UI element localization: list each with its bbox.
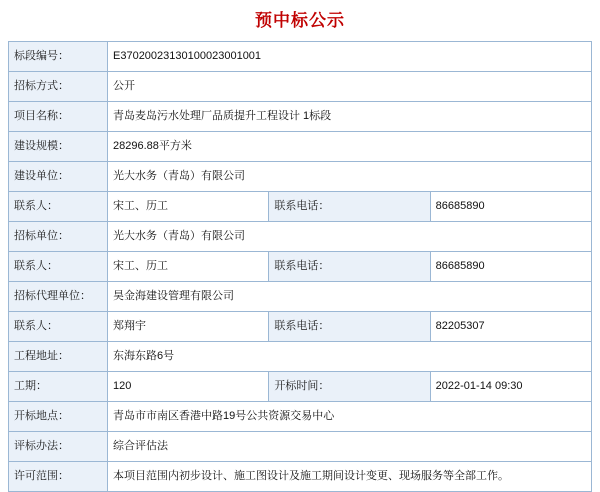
row-label: 联系人： (9, 312, 108, 342)
table-row (9, 162, 592, 192)
page-title: 预中标公示 (255, 11, 345, 30)
row-label: 建设规模： (9, 132, 108, 162)
row-label: 工期： (9, 372, 108, 402)
table-row (9, 462, 592, 492)
row-value-secondary: 2022-01-14 09:30 (430, 372, 591, 402)
row-value-secondary: 86685890 (430, 252, 591, 282)
row-value: 宋工、历工 (108, 252, 269, 282)
row-value: 120 (108, 372, 269, 402)
row-label: 招标代理单位： (9, 282, 108, 312)
row-value: 青岛麦岛污水处理厂品质提升工程设计 1标段 (108, 102, 592, 132)
table-row (9, 222, 592, 252)
row-label-secondary: 联系电话： (269, 192, 430, 222)
table-row (9, 282, 592, 312)
row-label: 项目名称： (9, 102, 108, 132)
table-row (9, 72, 592, 102)
row-label-secondary: 联系电话： (269, 252, 430, 282)
table-row (9, 252, 592, 282)
row-value: 光大水务（青岛）有限公司 (108, 222, 592, 252)
row-value: 公开 (108, 72, 592, 102)
row-label: 许可范围： (9, 462, 108, 492)
row-label: 招标单位： (9, 222, 108, 252)
table-row (9, 132, 592, 162)
table-row (9, 42, 592, 72)
row-label-secondary: 联系电话： (269, 312, 430, 342)
row-value: 光大水务（青岛）有限公司 (108, 162, 592, 192)
row-value: 郑翔宇 (108, 312, 269, 342)
table-row (9, 342, 592, 372)
row-value: 28296.88平方米 (108, 132, 592, 162)
row-value: 宋工、历工 (108, 192, 269, 222)
row-value: 综合评估法 (108, 432, 592, 462)
row-label: 评标办法： (9, 432, 108, 462)
row-label: 联系人： (9, 192, 108, 222)
row-value: 昊金海建设管理有限公司 (108, 282, 592, 312)
row-label: 招标方式： (9, 72, 108, 102)
row-label: 开标地点： (9, 402, 108, 432)
bid-announcement-table (8, 41, 592, 492)
row-value-secondary: 82205307 (430, 312, 591, 342)
row-value: 本项目范围内初步设计、施工图设计及施工期间设计变更、现场服务等全部工作。 (108, 462, 592, 492)
row-label: 标段编号： (9, 42, 108, 72)
row-label-secondary: 开标时间： (269, 372, 430, 402)
row-label: 联系人： (9, 252, 108, 282)
table-row (9, 192, 592, 222)
row-label: 工程地址： (9, 342, 108, 372)
table-row (9, 402, 592, 432)
row-value: 青岛市市南区香港中路19号公共资源交易中心 (108, 402, 592, 432)
table-row (9, 372, 592, 402)
row-value: 东海东路6号 (108, 342, 592, 372)
table-body (9, 42, 592, 492)
row-label: 建设单位： (9, 162, 108, 192)
table-row (9, 432, 592, 462)
table-row (9, 312, 592, 342)
row-value-secondary: 86685890 (430, 192, 591, 222)
table-row (9, 102, 592, 132)
row-value: E37020023130100023001001 (108, 42, 592, 72)
